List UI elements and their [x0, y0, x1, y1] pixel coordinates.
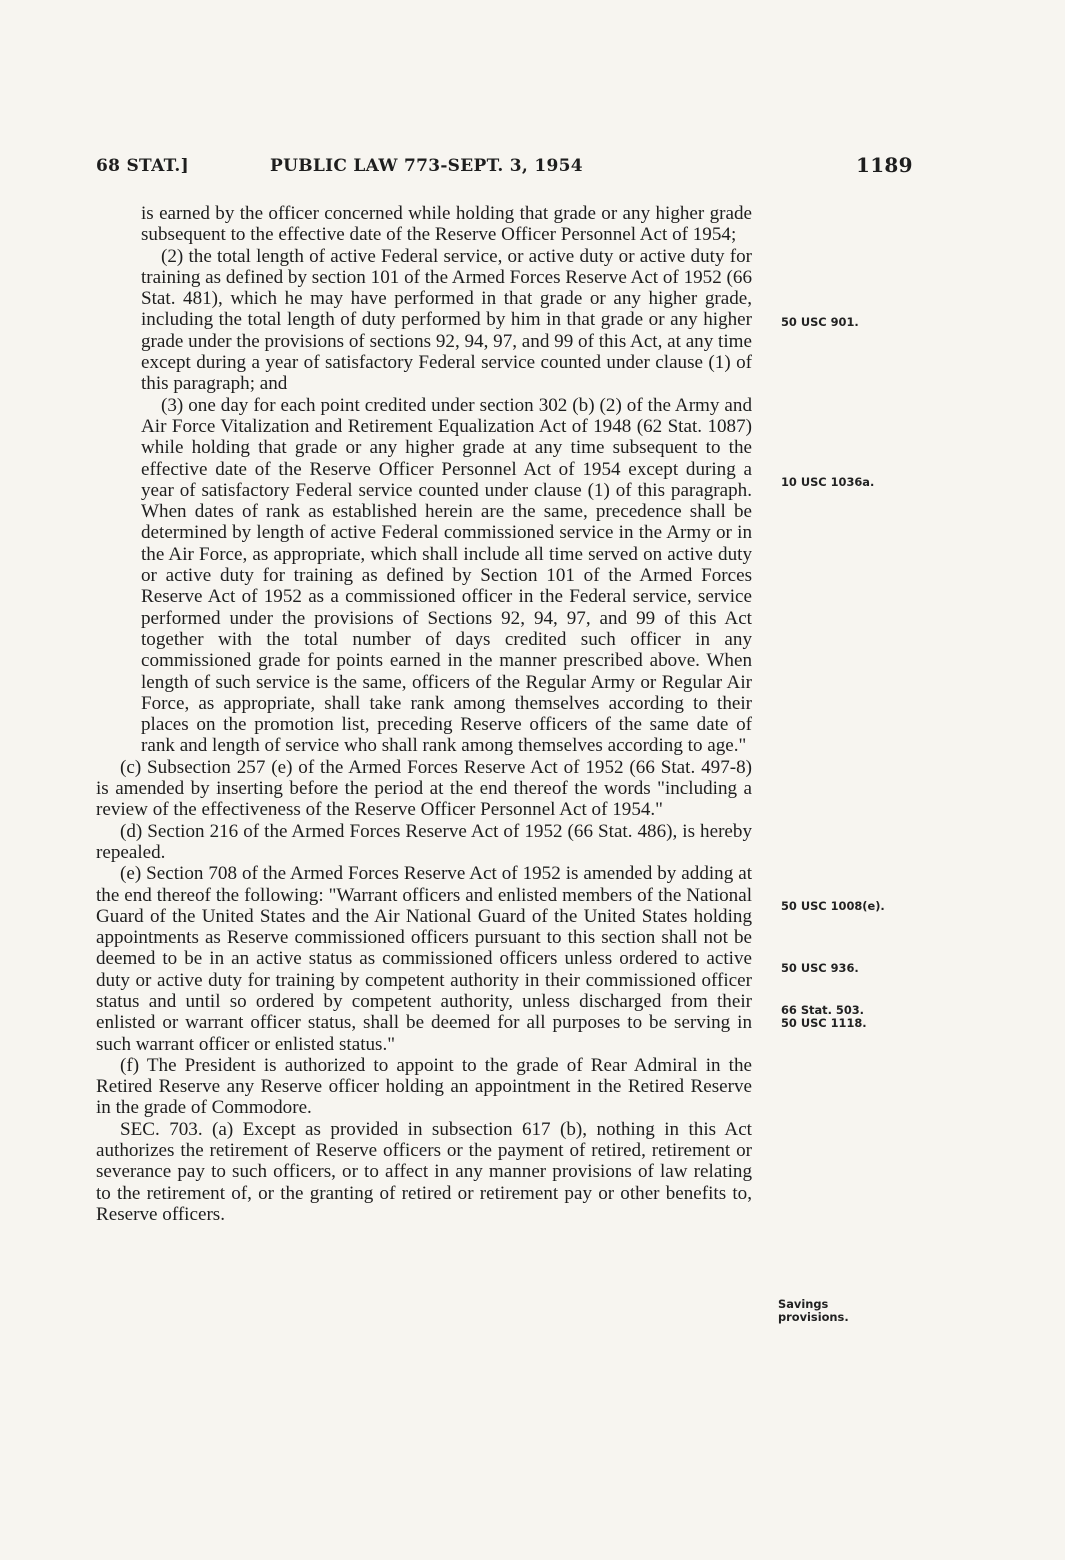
margin-note-savings-provisions: Savings provisions. [778, 1297, 849, 1324]
paragraph-subsection-c: (c) Subsection 257 (e) of the Armed Forces Reserve Act of 1952 (66 Stat. 497-8) is amended by inserting before the period at the end thereof the words "including a review of the effectiveness of the Reserve Officer Personnel Act of 1954." [96, 756, 752, 821]
paragraph-clause-1-continuation: is earned by the officer concerned while holding that grade or any higher grade subsequent to the effective date of the Reserve Officer Personnel Act of 1954; [141, 203, 752, 246]
margin-note-50-usc-901: 50 USC 901. [781, 315, 859, 329]
paragraph-subsection-f: (f) The President is authorized to appoint to the grade of Rear Admiral in the Retired Reserve any Reserve officer holding an appointment in the Retired Reserve in the grade of Commodore. [96, 1054, 752, 1119]
paragraph-subsection-e: (e) Section 708 of the Armed Forces Reserve Act of 1952 is amended by adding at the end thereof the following: "Warrant officers and enlisted members of the National Guard of the United States and the Air National Guard of the United States holding appointments as Reserve commissioned officers pursuant to this section shall not be deemed to be in an active status as commissioned officers unless ordered to active duty or active duty for training by competent authority in their commissioned officer status and until so ordered by competent authority, unless discharged from their enlisted or warrant officer status, shall be deemed for all purposes to be serving in such warrant officer or enlisted status." [96, 863, 752, 1055]
margin-note-10-usc-1036a: 10 USC 1036a. [781, 475, 875, 489]
running-header: PUBLIC LAW 773-SEPT. 3, 1954 [270, 156, 583, 176]
margin-note-50-usc-1008e: 50 USC 1008(e). [781, 899, 885, 913]
margin-note-50-usc-936: 50 USC 936. [781, 961, 859, 975]
paragraph-clause-2: (2) the total length of active Federal service, or active duty or active duty for training as defined by section 101 of the Armed Forces Reserve Act of 1952 (66 Stat. 481), which he may have performed in that grade or any higher grade, including the total length of duty performed by him in that grade or any higher grade under the provisions of sections 92, 94, 97, and 99 of this Act, at any time except during a year of satisfactory Federal service counted under clause (1) of this paragraph; and [141, 245, 752, 395]
margin-note-66-stat-503: 66 Stat. 503. 50 USC 1118. [781, 1003, 867, 1030]
page-number: 1189 [856, 153, 913, 177]
paragraph-subsection-d: (d) Section 216 of the Armed Forces Reserve Act of 1952 (66 Stat. 486), is hereby repealed. [96, 820, 752, 863]
paragraph-sec-703: SEC. 703. (a) Except as provided in subsection 617 (b), nothing in this Act authorizes the retirement of Reserve officers or the payment of retired, retirement or severance pay to such officers, or to affect in any manner provisions of law relating to the retirement of, or the granting of retired or retirement pay or other benefits to, Reserve officers. [96, 1118, 752, 1225]
body-text [96, 203, 752, 1225]
statute-volume: 68 STAT.] [96, 156, 189, 176]
paragraph-clause-3: (3) one day for each point credited under section 302 (b) (2) of the Army and Air Force Vitalization and Retirement Equalization Act of 1948 (62 Stat. 1087) while holding that grade or any higher grade at any time subsequent to the effective date of the Reserve Officer Personnel Act of 1954 except during a year of satisfactory Federal service counted under clause (1) of this paragraph. When dates of rank as established herein are the same, precedence shall be determined by length of active Federal commissioned service in the Army or in the Air Force, as appropriate, which shall include all time served on active duty or active duty for training as defined by Section 101 of the Armed Forces Reserve Act of 1952 as a commissioned officer in the Federal service, service performed under the provisions of Sections 92, 94, 97, and 99 of this Act together with the total number of days credited such officer in any commissioned grade for points earned in the manner prescribed above. When length of such service is the same, officers of the Regular Army or Regular Air Force, as appropriate, shall take rank among themselves according to their places on the promotion list, preceding Reserve officers of the same date of rank and length of service who shall rank among themselves according to age." [141, 394, 752, 757]
